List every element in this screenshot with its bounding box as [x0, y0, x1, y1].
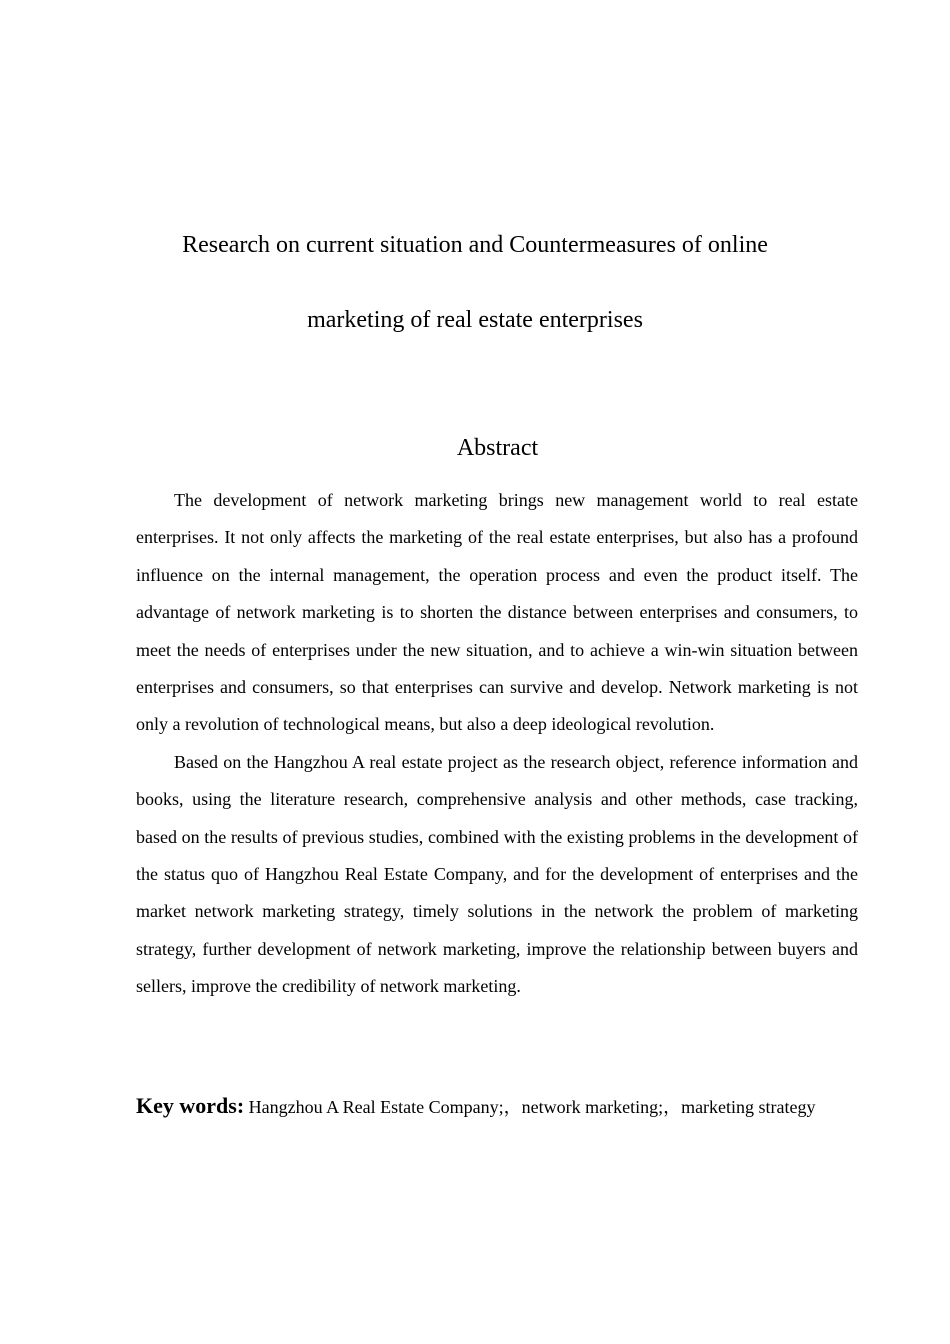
title-line-2: marketing of real estate enterprises: [307, 307, 643, 333]
abstract-heading: Abstract: [456, 435, 539, 461]
title-line-1: Research on current situation and Countermeasures of online: [182, 232, 768, 258]
abstract-paragraph-2: Based on the Hangzhou A real estate project as the research object, reference information and books, using the literature research, comprehensive analysis and other methods, case tracking, based on the results of previous studies, combined with the existing problems in the development of the status quo of Hangzhou Real Estate Company, and for the development of enterprises and the market network marketing strategy, timely solutions in the network the problem of marketing strategy, further development of network marketing, improve the relationship between buyers and sellers, improve the credibility of network marketing.: [136, 751, 858, 997]
abstract-body: [136, 482, 858, 1006]
abstract-paragraph-1: The development of network marketing brings new management world to real estate enterprises. It not only affects the marketing of the real estate enterprises, but also has a profound influence on the internal management, the operation process and even the product itself. The advantage of network marketing is to shorten the distance between enterprises and consumers, to meet the needs of enterprises under the new situation, and to achieve a win-win situation between enterprises and consumers, so that enterprises can survive and develop. Network marketing is not only a revolution of technological means, but also a deep ideological revolution.: [136, 490, 858, 735]
keywords-line: [136, 1091, 876, 1122]
keywords-label: Key words:: [136, 1093, 245, 1118]
keywords-text: Hangzhou A Real Estate Company;，network marketing;，marketing strategy: [244, 1097, 816, 1117]
